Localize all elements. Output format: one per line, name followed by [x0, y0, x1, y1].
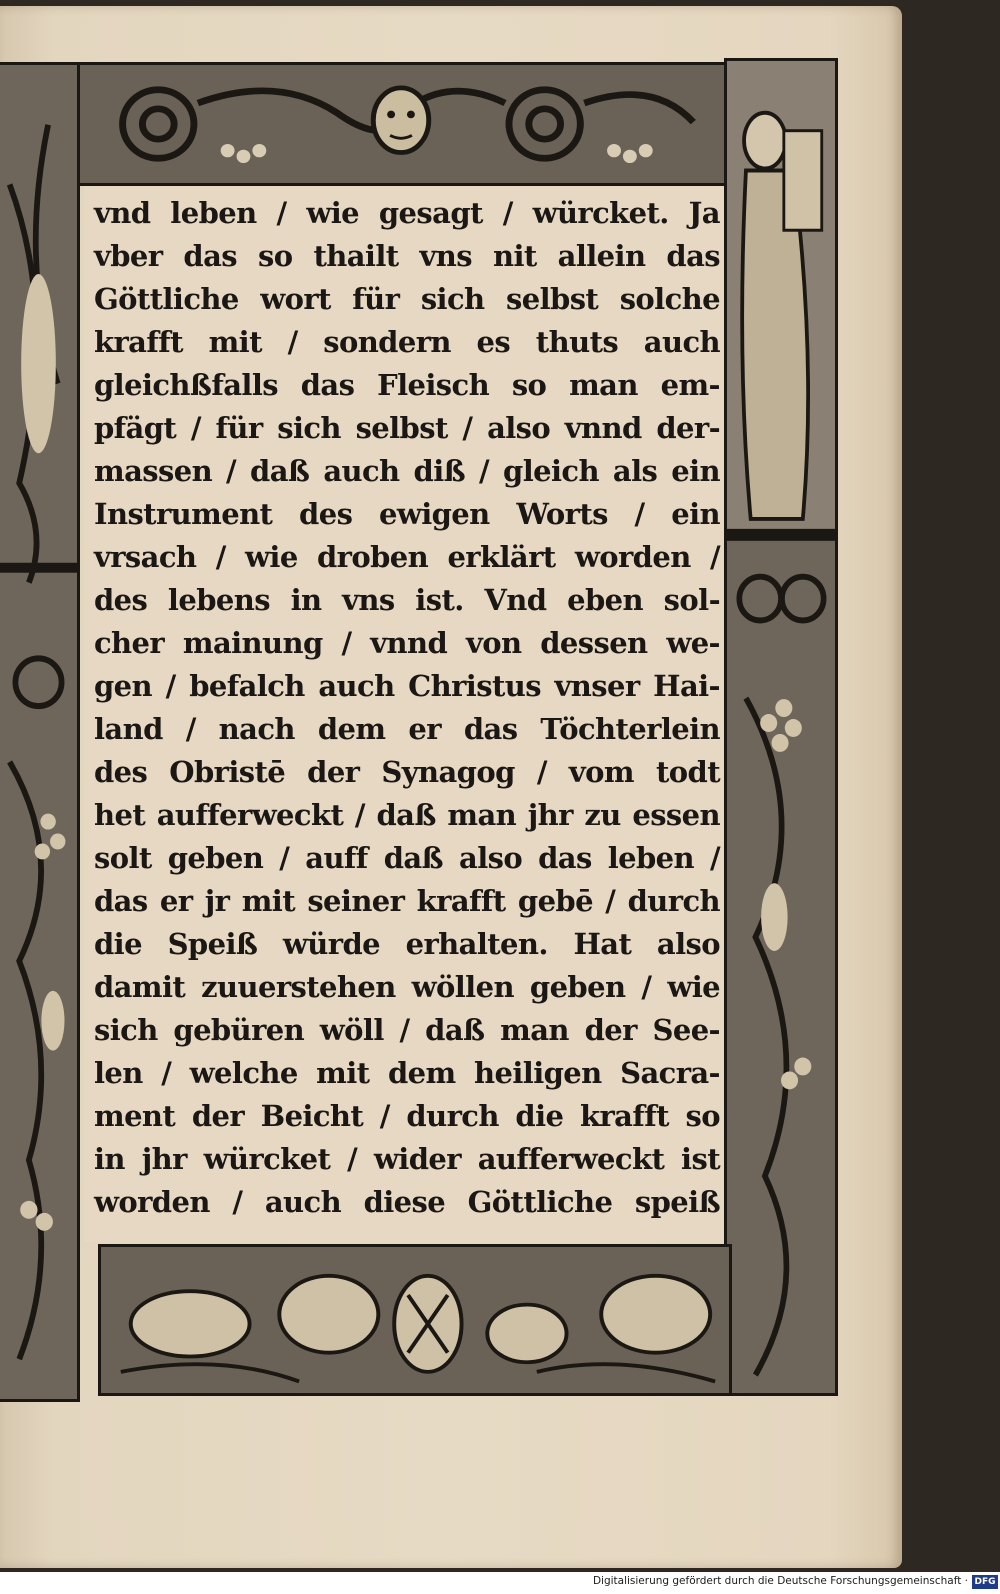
text-line-14: des Obristē der Synagog / vom todt	[94, 755, 720, 789]
woodcut-right-border	[724, 58, 838, 1396]
text-line-2: vber das so thailt vns nit allein das	[94, 239, 720, 273]
text-line-3: Göttliche wort für sich selbst solche	[94, 282, 720, 316]
text-line-6: pfägt / für sich selbst / also vnnd der-	[94, 411, 720, 445]
text-line-10: des lebens in vns ist. Vnd eben sol-	[94, 583, 720, 617]
text-line-13: land / nach dem er das Töchterlein	[94, 712, 720, 746]
dfg-logo: DFG	[972, 1575, 998, 1589]
text-line-24: worden / auch diese Göttliche speiß	[94, 1185, 720, 1219]
text-line-20: sich gebüren wöll / daß man der See-	[94, 1013, 720, 1047]
blackletter-text-block	[84, 186, 724, 1242]
text-line-8: Instrument des ewigen Worts / ein	[94, 497, 720, 531]
text-line-12: gen / befalch auch Christus vnser Hai-	[94, 669, 720, 703]
woodcut-saint-ornament	[727, 61, 835, 1393]
woodcut-figure-ornament	[0, 65, 77, 1399]
woodcut-figures-ornament	[101, 1247, 729, 1393]
woodcut-left-border	[0, 62, 80, 1402]
text-line-7: massen / daß auch diß / gleich als ein	[94, 454, 720, 488]
text-line-22: ment der Beicht / durch die krafft so	[94, 1099, 720, 1133]
text-line-11: cher mainung / vnnd von dessen we-	[94, 626, 720, 660]
footer-bar	[0, 1572, 1000, 1594]
text-line-15: het aufferweckt / daß man jhr zu essen	[94, 798, 720, 832]
woodcut-bottom-border	[98, 1244, 732, 1396]
text-line-4: krafft mit / sondern es thuts auch	[94, 325, 720, 359]
text-line-16: solt geben / auff daß also das leben /	[94, 841, 720, 875]
text-line-1: vnd leben / wie gesagt / würcket. Ja	[94, 196, 720, 230]
text-line-18: die Speiß würde erhalten. Hat also	[94, 927, 720, 961]
text-line-19: damit zuuerstehen wöllen geben / wie	[94, 970, 720, 1004]
woodcut-top-border	[76, 62, 728, 186]
text-line-23: in jhr würcket / wider aufferweckt ist	[94, 1142, 720, 1176]
text-line-9: vrsach / wie droben erklärt worden /	[94, 540, 720, 574]
funding-credit: Digitalisierung gefördert durch die Deutsche Forschungsgemeinschaft ·	[592, 1575, 968, 1587]
text-line-21: len / welche mit dem heiligen Sacra-	[94, 1056, 720, 1090]
text-line-5: gleichßfalls das Fleisch so man em-	[94, 368, 720, 402]
text-line-17: das er jr mit seiner krafft gebē / durch	[94, 884, 720, 918]
woodcut-scroll-ornament	[79, 65, 725, 183]
